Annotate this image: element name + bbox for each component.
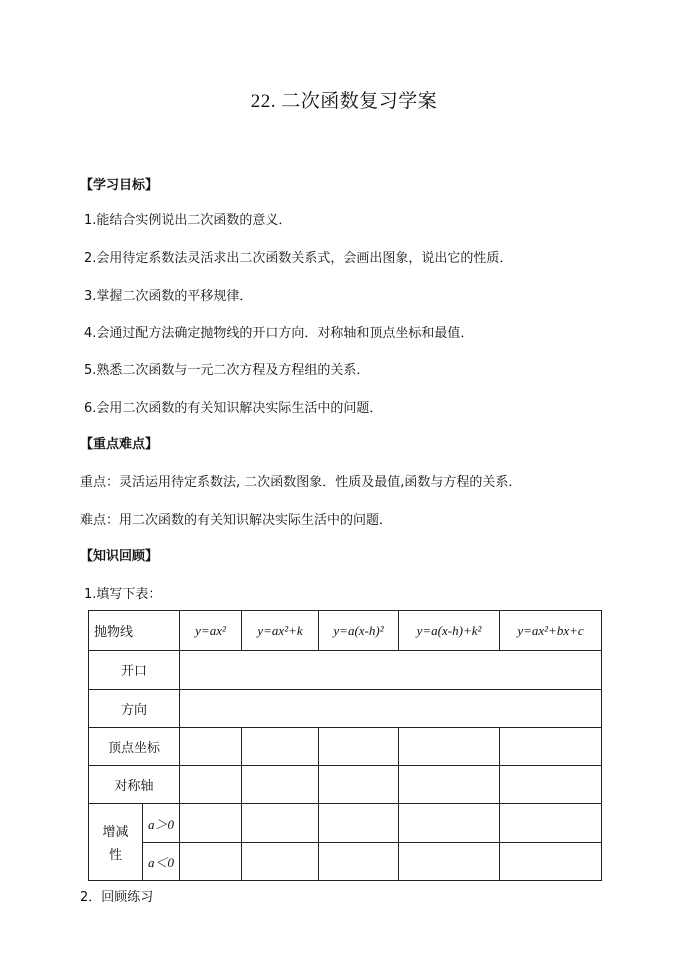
properties-table	[88, 610, 602, 881]
condition-a-negative: a＜0	[143, 842, 180, 880]
monotonicity-label-line-1: 增减	[102, 825, 129, 841]
review-task-1: 1.填写下表：	[84, 587, 162, 602]
header-parabola: 抛物线	[89, 611, 180, 651]
header-func-5: y=ax²+bx+c	[500, 611, 602, 651]
opening-answer-cell	[180, 651, 602, 689]
axis-cell-4	[399, 766, 500, 804]
vertex-cell-3	[319, 727, 399, 765]
mono-pos-cell-1	[180, 804, 242, 842]
header-func-3: y=a(x-h)²	[319, 611, 399, 651]
mono-neg-cell-2	[242, 842, 319, 880]
axis-cell-1	[180, 766, 242, 804]
review-heading: 【知识回顾】	[80, 549, 159, 564]
row-label-direction: 方向	[89, 689, 180, 727]
key-point-emphasis: 重点：灵活运用待定系数法, 二次函数图象．性质及最值,函数与方程的关系．	[80, 475, 522, 490]
vertex-cell-5	[500, 727, 602, 765]
row-label-axis: 对称轴	[89, 766, 180, 804]
mono-neg-cell-1	[180, 842, 242, 880]
header-func-1: y=ax²	[180, 611, 242, 651]
objective-item-3: 3.掌握二次函数的平移规律．	[84, 289, 253, 304]
header-func-4: y=a(x-h)+k²	[399, 611, 500, 651]
monotonicity-label-line-2: 性	[108, 848, 122, 864]
review-task-2: 2．回顾练习	[80, 890, 154, 905]
mono-pos-cell-5	[500, 804, 602, 842]
objective-item-1: 1.能结合实例说出二次函数的意义．	[84, 213, 292, 228]
key-points-heading: 【重点难点】	[80, 437, 159, 452]
mono-pos-cell-4	[399, 804, 500, 842]
mono-neg-cell-4	[399, 842, 500, 880]
vertex-cell-1	[180, 727, 242, 765]
vertex-cell-2	[242, 727, 319, 765]
objectives-heading: 【学习目标】	[80, 178, 159, 193]
objective-item-5: 5.熟悉二次函数与一元二次方程及方程组的关系．	[84, 363, 370, 378]
mono-neg-cell-3	[319, 842, 399, 880]
objective-item-6: 6.会用二次函数的有关知识解决实际生活中的问题．	[84, 401, 383, 416]
row-label-vertex: 顶点坐标	[89, 727, 180, 765]
condition-a-positive: a＞0	[143, 804, 180, 842]
mono-pos-cell-2	[242, 804, 319, 842]
key-point-difficulty: 难点：用二次函数的有关知识解决实际生活中的问题．	[80, 513, 393, 528]
vertex-cell-4	[399, 727, 500, 765]
direction-answer-cell	[180, 689, 602, 727]
row-label-opening: 开口	[89, 651, 180, 689]
axis-cell-5	[500, 766, 602, 804]
axis-cell-3	[319, 766, 399, 804]
objective-item-2: 2.会用待定系数法灵活求出二次函数关系式，会画出图象，说出它的性质．	[84, 251, 513, 266]
axis-cell-2	[242, 766, 319, 804]
mono-neg-cell-5	[500, 842, 602, 880]
page-title: 22. 二次函数复习学案	[250, 91, 438, 112]
row-label-monotonicity	[89, 804, 143, 881]
mono-pos-cell-3	[319, 804, 399, 842]
header-func-2: y=ax²+k	[242, 611, 319, 651]
objective-item-4: 4.会通过配方法确定抛物线的开口方向．对称轴和顶点坐标和最值．	[84, 326, 474, 341]
